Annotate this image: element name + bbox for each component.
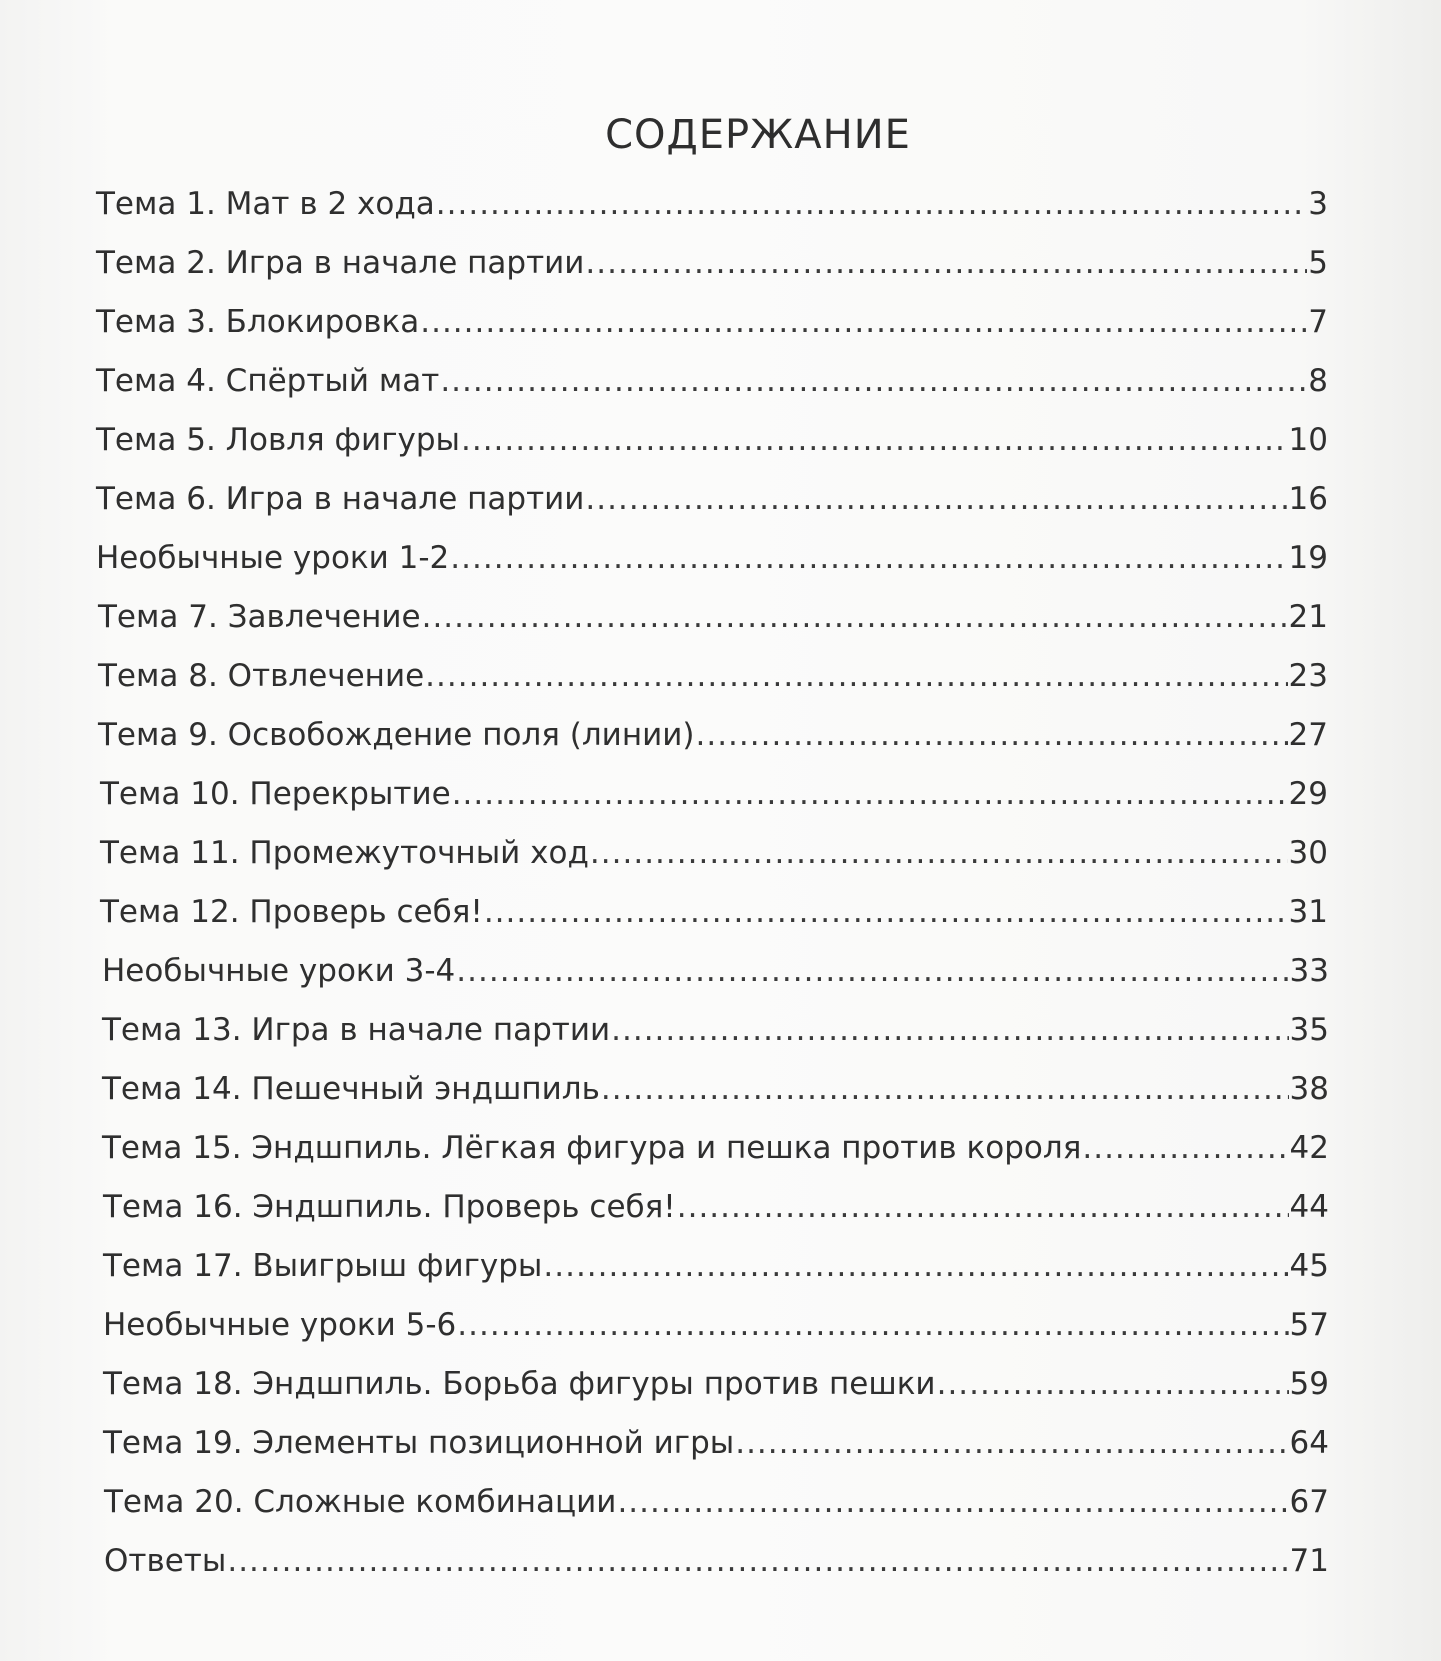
toc-entry-label: Тема 1. Мат в 2 хода <box>96 186 435 222</box>
toc-entry-label: Тема 9. Освобождение поля (линии) <box>98 717 695 753</box>
toc-entry-label: Тема 18. Эндшпиль. Борьба фигуры против пешки <box>103 1366 936 1402</box>
toc-entry <box>0 953 1441 1012</box>
toc-dot-leader <box>590 835 1288 871</box>
toc-entry-page-number: 35 <box>1289 1012 1329 1048</box>
toc-entry-label: Тема 20. Сложные комбинации <box>104 1484 617 1520</box>
toc-entry-page-number: 67 <box>1289 1484 1329 1520</box>
toc-entry-label: Тема 3. Блокировка <box>96 304 420 340</box>
toc-entry-label: Тема 11. Промежуточный ход <box>100 835 589 871</box>
toc-dot-leader <box>585 245 1307 281</box>
toc-entry <box>0 245 1441 304</box>
toc-entry-label: Тема 13. Игра в начале партии <box>102 1012 611 1048</box>
toc-entry-page-number: 5 <box>1308 245 1328 281</box>
toc-entry <box>0 481 1441 540</box>
toc-entry-page-number: 21 <box>1288 599 1328 635</box>
toc-entry <box>0 304 1441 363</box>
table-of-contents <box>0 186 1441 1602</box>
toc-entry <box>0 658 1441 717</box>
toc-dot-leader <box>735 1425 1288 1461</box>
toc-dot-leader <box>585 481 1287 517</box>
toc-dot-leader <box>457 1307 1288 1343</box>
toc-dot-leader <box>420 304 1307 340</box>
toc-entry-label: Тема 2. Игра в начале партии <box>96 245 585 281</box>
toc-entry <box>0 1307 1441 1366</box>
toc-dot-leader <box>227 1543 1288 1579</box>
toc-entry-page-number: 19 <box>1288 540 1328 576</box>
toc-entry-page-number: 59 <box>1289 1366 1329 1402</box>
toc-entry-label: Необычные уроки 5-6 <box>103 1307 457 1343</box>
toc-entry <box>0 422 1441 481</box>
toc-entry-page-number: 45 <box>1289 1248 1329 1284</box>
toc-entry-page-number: 38 <box>1289 1071 1329 1107</box>
toc-entry-page-number: 57 <box>1289 1307 1329 1343</box>
toc-entry <box>0 835 1441 894</box>
toc-entry-page-number: 7 <box>1308 304 1328 340</box>
toc-entry-page-number: 23 <box>1288 658 1328 694</box>
toc-entry <box>0 894 1441 953</box>
toc-entry-label: Тема 14. Пешечный эндшпиль <box>102 1071 600 1107</box>
toc-entry-page-number: 8 <box>1308 363 1328 399</box>
toc-entry <box>0 186 1441 245</box>
toc-entry-label: Необычные уроки 1-2 <box>96 540 450 576</box>
toc-dot-leader <box>1082 1130 1288 1166</box>
toc-entry-page-number: 31 <box>1288 894 1328 930</box>
toc-entry-label: Тема 10. Перекрытие <box>100 776 451 812</box>
toc-entry <box>0 363 1441 422</box>
toc-dot-leader <box>611 1012 1288 1048</box>
toc-dot-leader <box>440 363 1307 399</box>
toc-entry-page-number: 10 <box>1288 422 1328 458</box>
toc-dot-leader <box>601 1071 1289 1107</box>
toc-entry-page-number: 33 <box>1289 953 1329 989</box>
toc-dot-leader <box>456 953 1288 989</box>
toc-entry-label: Тема 12. Проверь себя! <box>100 894 483 930</box>
toc-dot-leader <box>617 1484 1288 1520</box>
toc-entry-page-number: 42 <box>1289 1130 1329 1166</box>
toc-dot-leader <box>436 186 1307 222</box>
toc-entry-label: Тема 6. Игра в начале партии <box>96 481 585 517</box>
page-title: СОДЕРЖАНИЕ <box>605 112 911 158</box>
toc-entry <box>0 776 1441 835</box>
toc-dot-leader <box>461 422 1288 458</box>
toc-entry <box>0 1012 1441 1071</box>
toc-entry-label: Необычные уроки 3-4 <box>102 953 456 989</box>
toc-dot-leader <box>695 717 1287 753</box>
toc-entry-label: Тема 15. Эндшпиль. Лёгкая фигура и пешка против короля <box>102 1130 1082 1166</box>
toc-dot-leader <box>484 894 1288 930</box>
toc-entry <box>0 1130 1441 1189</box>
toc-entry-label: Тема 17. Выигрыш фигуры <box>103 1248 543 1284</box>
toc-entry <box>0 717 1441 776</box>
toc-entry <box>0 1543 1441 1602</box>
toc-entry-page-number: 29 <box>1288 776 1328 812</box>
toc-entry-page-number: 3 <box>1308 186 1328 222</box>
toc-dot-leader <box>677 1189 1289 1225</box>
toc-dot-leader <box>422 599 1288 635</box>
toc-dot-leader <box>452 776 1288 812</box>
toc-entry-page-number: 16 <box>1288 481 1328 517</box>
toc-entry <box>0 1484 1441 1543</box>
toc-entry-label: Тема 5. Ловля фигуры <box>96 422 460 458</box>
toc-dot-leader <box>450 540 1287 576</box>
toc-entry-label: Тема 4. Спёртый мат <box>96 363 440 399</box>
toc-entry-label: Тема 16. Эндшпиль. Проверь себя! <box>103 1189 676 1225</box>
toc-entry-label: Ответы <box>104 1543 227 1579</box>
toc-entry <box>0 599 1441 658</box>
toc-entry <box>0 540 1441 599</box>
toc-dot-leader <box>543 1248 1288 1284</box>
toc-entry <box>0 1425 1441 1484</box>
toc-dot-leader <box>425 658 1287 694</box>
toc-entry <box>0 1071 1441 1130</box>
toc-entry-page-number: 27 <box>1288 717 1328 753</box>
toc-entry <box>0 1189 1441 1248</box>
toc-entry-label: Тема 19. Элементы позиционной игры <box>103 1425 735 1461</box>
toc-entry <box>0 1248 1441 1307</box>
toc-entry-page-number: 71 <box>1289 1543 1329 1579</box>
toc-dot-leader <box>937 1366 1289 1402</box>
toc-entry <box>0 1366 1441 1425</box>
toc-entry-page-number: 44 <box>1289 1189 1329 1225</box>
toc-entry-page-number: 64 <box>1289 1425 1329 1461</box>
toc-entry-label: Тема 8. Отвлечение <box>98 658 425 694</box>
toc-entry-label: Тема 7. Завлечение <box>98 599 421 635</box>
toc-entry-page-number: 30 <box>1288 835 1328 871</box>
